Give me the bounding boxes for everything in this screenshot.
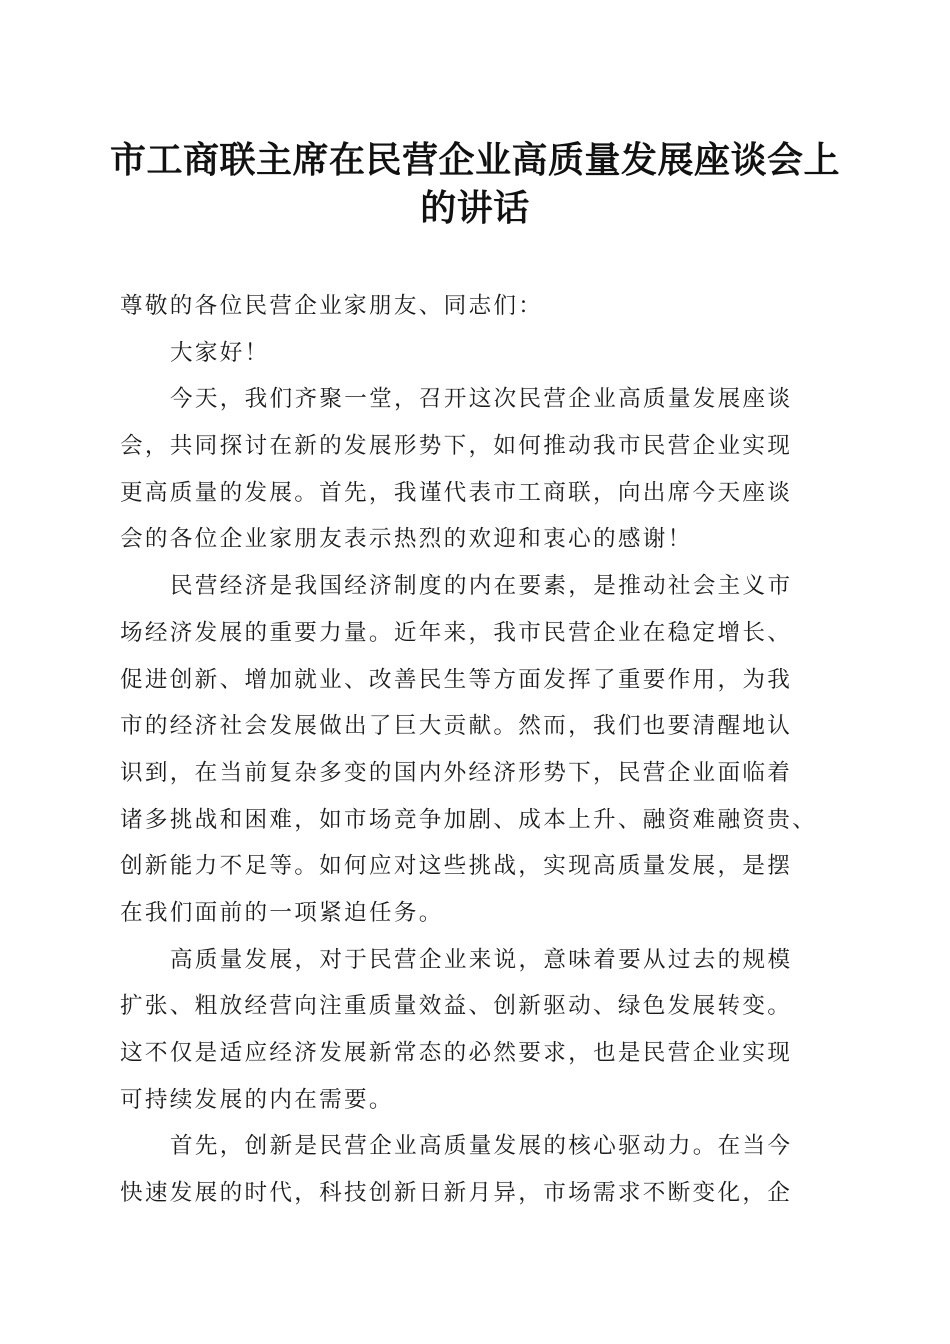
paragraph-line: 在我们面前的一项紧迫任务。 [120,899,444,926]
paragraph-line: 识到，在当前复杂多变的国内外经济形势下，民营企业面临着 [120,759,793,786]
salutation: 尊敬的各位民营企业家朋友、同志们： [120,293,544,319]
paragraph-line: 更高质量的发展。首先，我谨代表市工商联，向出席今天座谈 [120,479,793,506]
page-title [100,136,850,232]
paragraph-line: 今天，我们齐聚一堂，召开这次民营企业高质量发展座谈 [170,386,793,413]
paragraph-line: 可持续发展的内在需要。 [120,1086,394,1113]
paragraph-line: 会，共同探讨在新的发展形势下，如何推动我市民营企业实现 [120,433,793,460]
paragraph-line: 市的经济社会发展做出了巨大贡献。然而，我们也要清醒地认 [120,713,793,740]
paragraph-line: 场经济发展的重要力量。近年来，我市民营企业在稳定增长、 [120,619,793,646]
greeting-line: 大家好！ [170,339,270,366]
paragraph-line: 快速发展的时代，科技创新日新月异，市场需求不断变化，企 [120,1180,793,1207]
paragraph-line: 诸多挑战和困难，如市场竞争加剧、成本上升、融资难融资贵、 [120,806,818,833]
paragraph-line: 高质量发展，对于民营企业来说，意味着要从过去的规模 [170,946,793,973]
title-line: 市工商联主席在民营企业高质量发展座谈会上 [109,139,840,181]
paragraph-line: 这不仅是适应经济发展新常态的必然要求，也是民营企业实现 [120,1040,793,1066]
title-line: 的讲话 [420,187,530,229]
paragraph-line: 会的各位企业家朋友表示热烈的欢迎和衷心的感谢！ [120,526,693,553]
paragraph-line: 首先，创新是民营企业高质量发展的核心驱动力。在当今 [170,1133,793,1160]
paragraph-line: 促进创新、增加就业、改善民生等方面发挥了重要作用，为我 [120,666,793,693]
paragraph-line: 扩张、粗放经营向注重质量效益、创新驱动、绿色发展转变。 [120,993,793,1020]
speech-body [120,283,840,1217]
paragraph-line: 民营经济是我国经济制度的内在要素，是推动社会主义市 [170,573,793,600]
paragraph-line: 创新能力不足等。如何应对这些挑战，实现高质量发展，是摆 [120,853,793,880]
